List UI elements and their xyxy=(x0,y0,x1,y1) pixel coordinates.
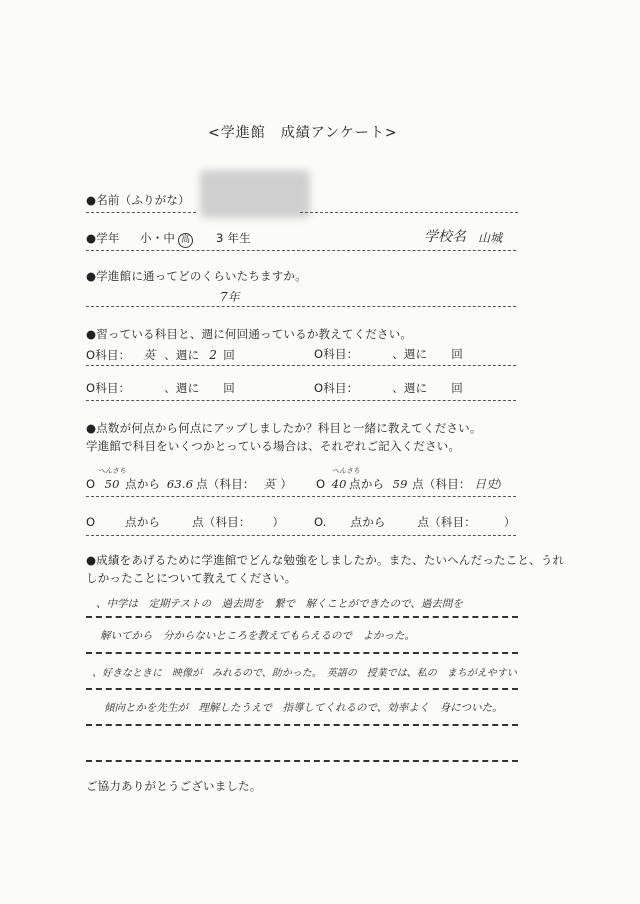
score-from-label: 点から xyxy=(125,515,161,529)
scores-underline-2 xyxy=(86,535,516,536)
grade-underline xyxy=(86,250,516,251)
scores-question-1: ●点数が何点から何点にアップしましたか？科目と一緒に教えてください。 xyxy=(86,421,482,435)
score-from-label: 点から xyxy=(350,515,386,529)
score-entry-3 xyxy=(86,514,284,530)
score-annotation: へんさち xyxy=(332,467,360,475)
subject-suffix: 回 xyxy=(451,347,463,361)
score-bullet: O. xyxy=(314,515,327,529)
subject-row-3 xyxy=(86,380,235,396)
study-question-2: しかったことについて教えてください。 xyxy=(86,571,297,585)
grade-year: 3 年生 xyxy=(216,231,251,245)
level-chu: 中 xyxy=(163,231,176,245)
score-to: 59 xyxy=(392,477,408,491)
subjects-underline-1 xyxy=(86,365,516,366)
score-from-label: 点から xyxy=(349,477,385,491)
subject-prefix: O科目： xyxy=(314,347,359,361)
subject-row-4 xyxy=(314,380,463,396)
level-ko-circled: 高 xyxy=(178,233,193,248)
subjects-question: ●習っている科目と、週に何回通っているか教えてください。 xyxy=(86,327,413,341)
score-to-label: 点（科目： xyxy=(417,515,476,529)
study-answer-line: 解いてから 分からないところを教えてもらえるので よかった。 xyxy=(100,630,415,642)
score-entry-1 xyxy=(86,476,292,492)
subject-mid: 、週に xyxy=(392,347,428,361)
score-annotation: へんさち xyxy=(98,467,126,475)
score-close: ） xyxy=(272,515,285,529)
scores-question-2: 学進館で科目をいくつかとっている場合は、それぞれご記入ください。 xyxy=(86,439,461,453)
study-answer-line: 、好きなときに 映像が みれるので、助かった。 英語の 授業では、私の まちがえやすい xyxy=(92,668,517,679)
subject-prefix: O科目： xyxy=(86,348,131,362)
score-bullet: O xyxy=(86,515,96,529)
score-close: ） xyxy=(503,515,516,529)
duration-underline xyxy=(86,306,516,307)
grade-label: ●学年 xyxy=(86,231,120,245)
study-question-1: ●成績をあげるために学進館でどんな勉強をしましたか。また、たいへんだったこと、うれ xyxy=(86,553,565,567)
subject-count: 2 xyxy=(209,348,218,362)
subject-row-1 xyxy=(86,346,235,363)
score-entry-2 xyxy=(316,476,508,492)
score-to-label: 点（科目： xyxy=(192,515,251,529)
score-bullet: O xyxy=(316,477,326,491)
score-to: 63.6 xyxy=(166,477,194,491)
subject-mid: 、週に xyxy=(164,381,200,395)
subjects-underline-2 xyxy=(86,400,516,401)
school-value: 山城 xyxy=(478,231,503,245)
name-label: ●名前（ふりがな） xyxy=(86,193,190,207)
school-label-handwritten: 学校名 xyxy=(424,229,466,245)
study-underline-5 xyxy=(86,760,518,762)
study-answer-line: 傾向とかを先生が 理解したうえで 指導してくれるので、効率よく 身についた。 xyxy=(104,702,503,714)
scores-underline-1 xyxy=(86,496,516,497)
subject-mid: 、週に xyxy=(164,348,200,362)
study-answer-line: 、中学は 定期テストの 過去問を 繋で 解くことができたので、過去問を xyxy=(96,598,463,610)
name-underline-right xyxy=(300,212,518,213)
duration-question: ●学進館に通ってどのくらいたちますか。 xyxy=(86,269,307,283)
subject-prefix: O科目： xyxy=(86,381,131,395)
closing-text: ご協力ありがとうございました。 xyxy=(86,779,262,793)
subject-suffix: 回 xyxy=(451,381,463,395)
score-entry-4 xyxy=(314,514,516,530)
score-from: 50 xyxy=(104,477,120,491)
subject-prefix: O科目： xyxy=(314,381,359,395)
study-underline-1 xyxy=(86,616,518,618)
subject-value: 英 xyxy=(143,348,156,362)
score-from-label: 点から xyxy=(125,477,161,491)
score-subject: 英 xyxy=(263,477,276,491)
duration-answer: 7年 xyxy=(220,290,240,304)
score-close: ） xyxy=(280,477,293,491)
score-close: ） xyxy=(496,477,509,491)
name-underline xyxy=(86,212,196,213)
study-underline-2 xyxy=(86,652,518,654)
score-bullet: O xyxy=(86,477,96,491)
score-to-label: 点（科目： xyxy=(196,477,255,491)
subject-suffix: 回 xyxy=(223,348,235,362)
subject-row-2 xyxy=(314,346,463,362)
study-underline-4 xyxy=(86,724,518,726)
subject-suffix: 回 xyxy=(223,381,235,395)
score-subject: 日史 xyxy=(474,477,498,491)
study-underline-3 xyxy=(86,688,518,690)
level-sep: ・ xyxy=(151,231,164,245)
redacted-name xyxy=(200,170,310,218)
survey-title: <学進館 成績アンケート> xyxy=(208,125,398,141)
level-sho: 小 xyxy=(140,231,152,245)
grade-levels xyxy=(140,230,194,248)
score-from: 40 xyxy=(331,477,347,491)
score-to-label: 点（科目： xyxy=(412,477,471,491)
subject-mid: 、週に xyxy=(392,381,428,395)
